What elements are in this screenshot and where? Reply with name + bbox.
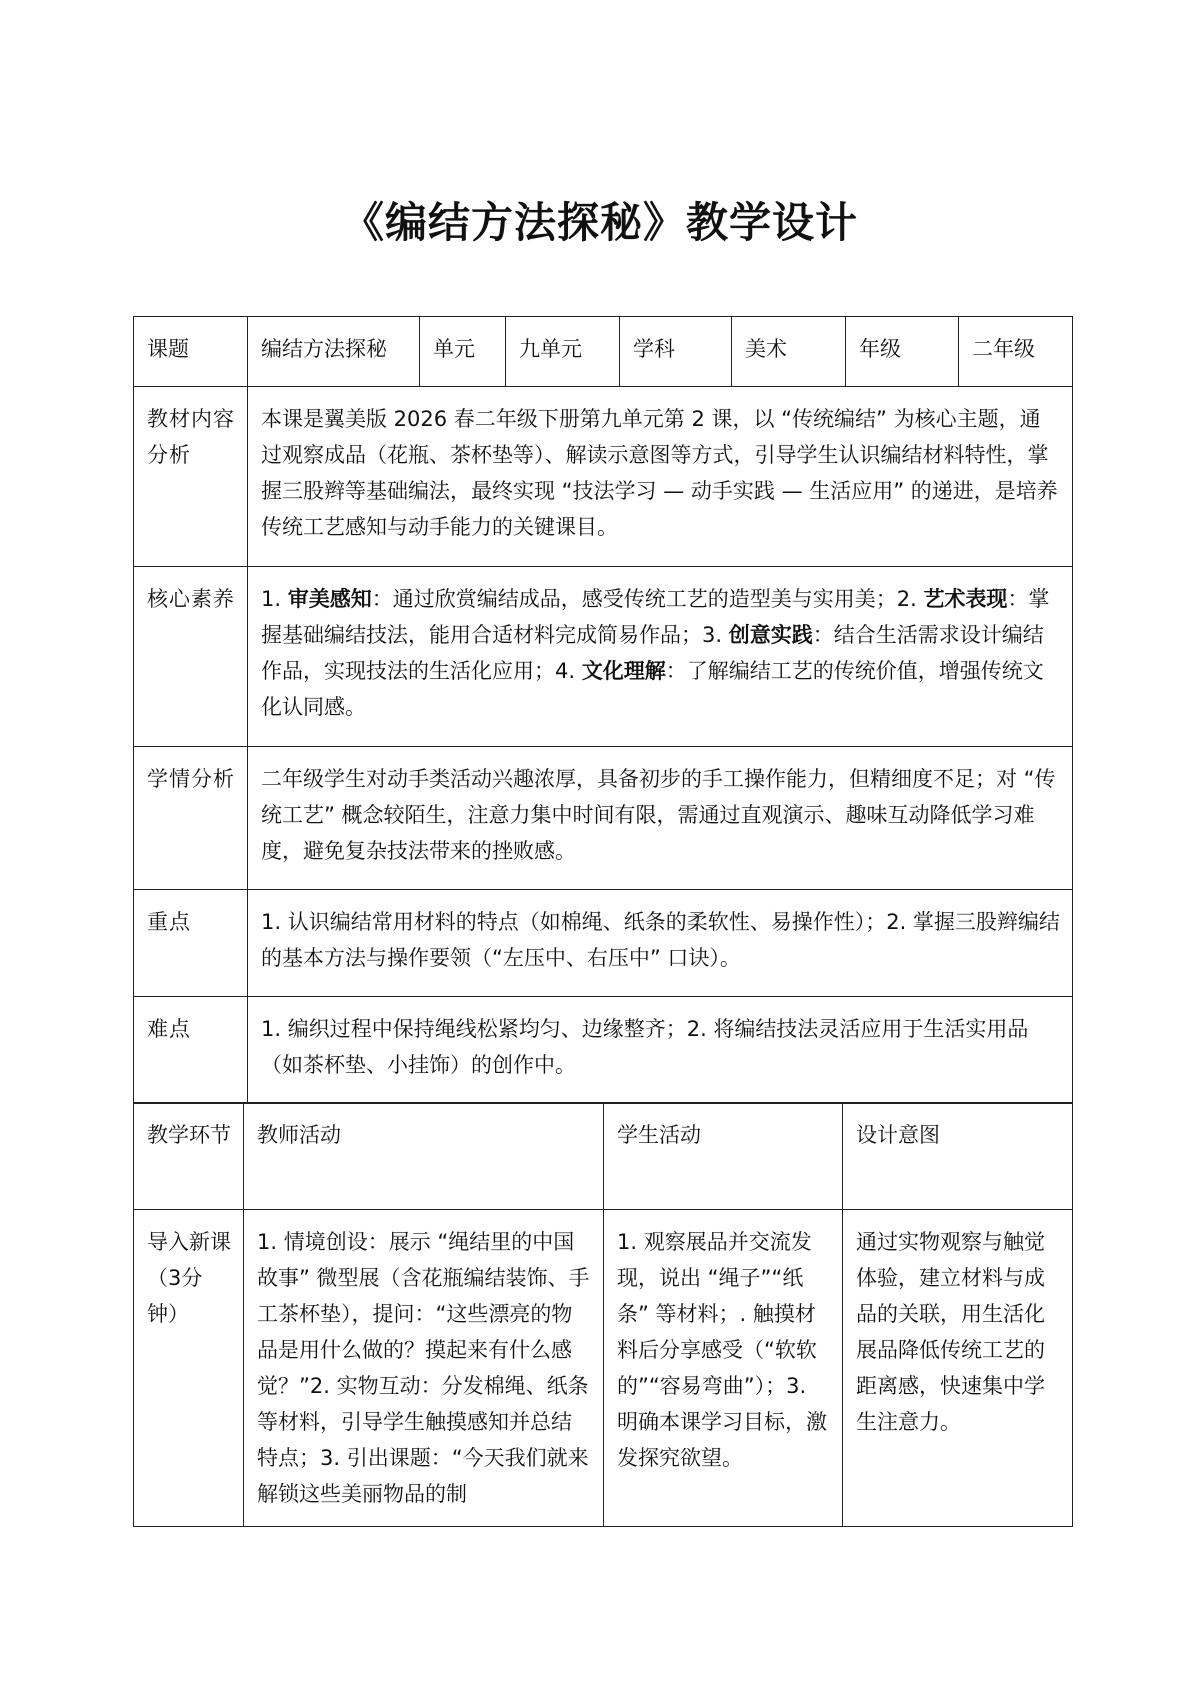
page-title: 《编结方法探秘》教学设计	[341, 198, 858, 247]
activity-student: 1. 观察展品并交流发现，说出 “绳子”“纸条” 等材料；. 触摸材料后分享感受（“软软的”“容易弯曲”）；3. 明确本课学习目标，激发探究欲望。	[604, 1210, 843, 1527]
lesson-info-table	[133, 316, 1073, 1104]
activity-intent: 通过实物观察与触觉体验，建立材料与成品的关联，用生活化展品降低传统工艺的距离感，快速集中学生注意力。	[843, 1210, 1073, 1527]
grade-value: 二年级	[959, 317, 1073, 387]
content-analysis-row	[134, 387, 1073, 567]
difficulties-row	[134, 997, 1073, 1104]
header-intent: 设计意图	[843, 1103, 1073, 1210]
row-label: 难点	[134, 997, 248, 1104]
topic-value: 编结方法探秘	[248, 317, 420, 387]
header-teacher: 教师活动	[244, 1103, 604, 1210]
activity-table	[133, 1102, 1073, 1527]
header-stage: 教学环节	[134, 1103, 244, 1210]
row-label: 核心素养	[134, 567, 248, 747]
activity-stage: 导入新课（3分钟）	[134, 1210, 244, 1527]
row-text: 1. 编织过程中保持绳线松紧均匀、边缘整齐；2. 将编结技法灵活应用于生活实用品（如茶杯垫、小挂饰）的创作中。	[248, 997, 1073, 1104]
unit-value: 九单元	[506, 317, 620, 387]
row-text: 1. 认识编结常用材料的特点（如棉绳、纸条的柔软性、易操作性）；2. 掌握三股辫编结的基本方法与操作要领（“左压中、右压中” 口诀）。	[248, 890, 1073, 997]
student-analysis-row	[134, 747, 1073, 890]
header-student: 学生活动	[604, 1103, 843, 1210]
term-aesthetic: 审美感知	[287, 587, 372, 611]
subject-label: 学科	[620, 317, 732, 387]
subject-value: 美术	[732, 317, 846, 387]
row-text: 本课是翼美版 2026 春二年级下册第九单元第 2 课，以 “传统编结” 为核心主题，通过观察成品（花瓶、茶杯垫等）、解读示意图等方式，引导学生认识编结材料特性，掌握三股辫等基础编法，最终实现 “技法学习 — 动手实践 — 生活应用” 的递进，是培养传统工艺感知与动手能力的关键课目。	[248, 387, 1073, 567]
row-label: 重点	[134, 890, 248, 997]
row-text: 二年级学生对动手类活动兴趣浓厚，具备初步的手工操作能力，但精细度不足；对 “传统工艺” 概念较陌生，注意力集中时间有限，需通过直观演示、趣味互动降低学习难度，避免复杂技法带来的挫败感。	[248, 747, 1073, 890]
topic-label: 课题	[134, 317, 248, 387]
term-art-expression: 艺术表现	[923, 587, 1008, 611]
info-row	[134, 317, 1073, 387]
key-points-row	[134, 890, 1073, 997]
row-text: 1. 审美感知：通过欣赏编结成品，感受传统工艺的造型美与实用美；2. 艺术表现：掌握基础编结技法，能用合适材料完成简易作品；3. 创意实践：结合生活需求设计编结作品，实现技法的生活化应用；4. 文化理解：了解编结工艺的传统价值，增强传统文化认同感。	[248, 567, 1073, 747]
grade-label: 年级	[846, 317, 959, 387]
term-cultural-understanding: 文化理解	[581, 659, 666, 683]
row-label: 教材内容分析	[134, 387, 248, 567]
activity-row	[134, 1210, 1073, 1527]
activity-header-row	[134, 1103, 1073, 1210]
term-creative-practice: 创意实践	[728, 623, 813, 647]
activity-teacher: 1. 情境创设：展示 “绳结里的中国故事” 微型展（含花瓶编结装饰、手工茶杯垫），提问：“这些漂亮的物品是用什么做的？摸起来有什么感觉？”2. 实物互动：分发棉绳、纸条等材料，引导学生触摸感知并总结特点；3. 引出课题：“今天我们就来解锁这些美丽物品的制	[244, 1210, 604, 1527]
core-literacy-row	[134, 567, 1073, 747]
unit-label: 单元	[420, 317, 506, 387]
row-label: 学情分析	[134, 747, 248, 890]
